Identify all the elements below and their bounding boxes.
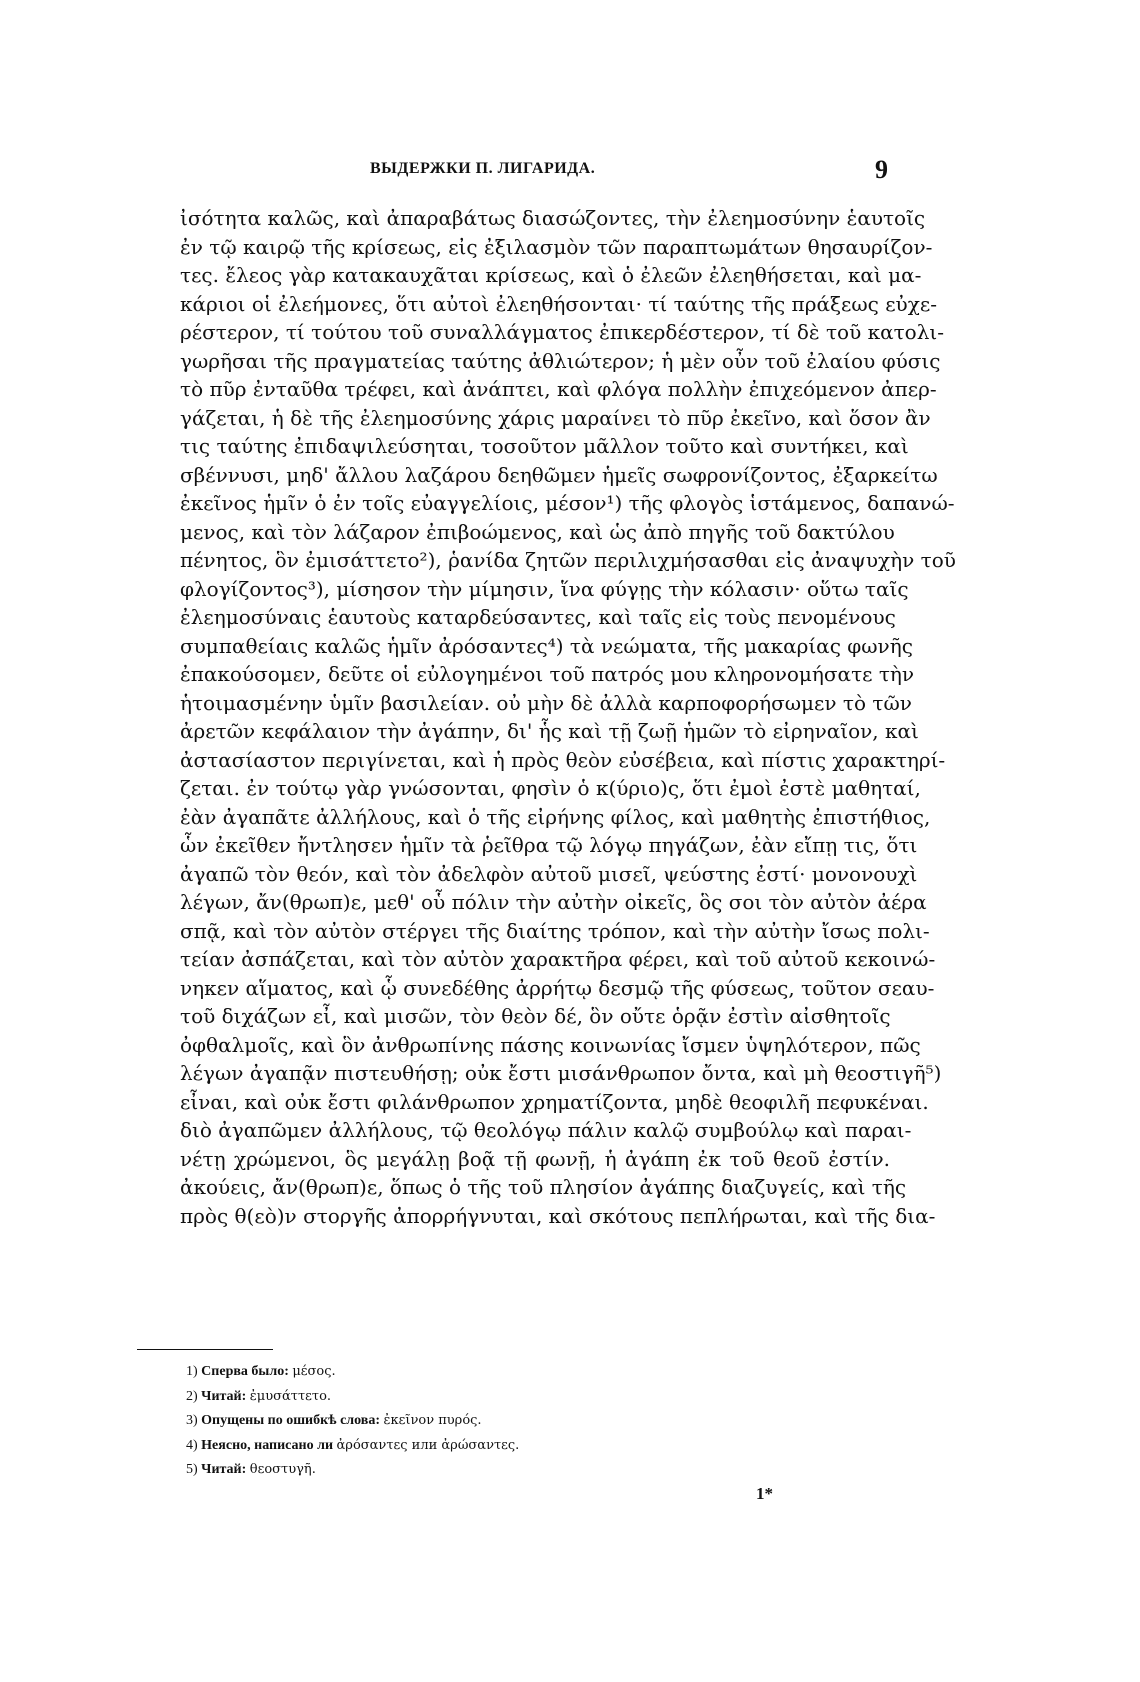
footnote-number: 1) <box>186 1364 198 1379</box>
footnote-label: Читай: <box>201 1388 247 1404</box>
text-line: σβέννυσι, μηδ' ἄλλου λαζάρου δεηθῶμεν ἡμεῖς σωφρονίζοντος, ἐξαρκείτω <box>180 462 938 487</box>
footnote-text: ἀρόσαντες или ἀρώσαντες. <box>336 1437 520 1453</box>
footnote <box>186 1409 786 1434</box>
signature-mark: 1* <box>756 1484 773 1503</box>
text-line: νέτῃ χρώμενοι, ὃς μεγάλῃ βοᾷ τῇ φωνῇ, ἡ ἀγάπη ἐκ τοῦ θεοῦ ἐστίν. <box>180 1146 890 1171</box>
footnote-text: μέσος. <box>292 1364 336 1379</box>
text-line: σπᾷ, καὶ τὸν αὐτὸν στέργει τῆς διαίτης τρόπον, καὶ τὴν αὐτὴν ἴσως πολι- <box>180 918 930 943</box>
footnote-text: ἐκεῖνον πυρός. <box>383 1413 482 1428</box>
footnote <box>186 1434 786 1459</box>
footnote-number: 3) <box>186 1413 198 1428</box>
text-line: εἶναι, καὶ οὐκ ἔστι φιλάνθρωπον χρηματίζοντα, μηδὲ θεοφιλῆ πεφυκέναι. <box>180 1089 929 1114</box>
text-line: ἰσότητα καλῶς, καὶ ἀπαραβάτως διασώζοντες, τὴν ἐλεημοσύνην ἑαυτοῖς <box>180 206 926 230</box>
footnote-number: 5) <box>186 1462 198 1477</box>
footnote-divider <box>137 1349 273 1350</box>
footnote <box>186 1458 786 1483</box>
footnote <box>186 1360 786 1385</box>
footnote-label: Неясно, написано ли <box>201 1437 334 1453</box>
text-line: ἐν τῷ καιρῷ τῆς κρίσεως, εἰς ἐξιλασμὸν τῶν παραπτωμάτων θησαυρίζον- <box>180 234 933 259</box>
text-line: τις ταύτης ἐπιδαψιλεύσηται, τοσοῦτον μᾶλλον τοῦτο καὶ συντήκει, καὶ <box>180 434 909 458</box>
footnote-label: Опущены по ошибкѣ слова: <box>201 1413 381 1428</box>
footnote-text: θεοστυγῆ. <box>249 1462 316 1477</box>
text-line: ἐκεῖνος ἡμῖν ὁ ἐν τοῖς εὐαγγελίοις, μέσον¹) τῆς φλογὸς ἱστάμενος, δαπανώ- <box>180 491 955 515</box>
text-line: ἀστασίαστον περιγίνεται, καὶ ἡ πρὸς θεὸν εὐσέβεια, καὶ πίστις χαρακτηρί- <box>180 747 946 772</box>
text-line: ἐὰν ἀγαπᾶτε ἀλλήλους, καὶ ὁ τῆς εἰρήνης φίλος, καὶ μαθητὴς ἐπιστήθιος, <box>180 804 931 829</box>
footnotes <box>186 1360 786 1483</box>
text-line: τὸ πῦρ ἐνταῦθα τρέφει, καὶ ἀνάπτει, καὶ φλόγα πολλὴν ἐπιχεόμενον ἀπερ- <box>180 377 937 401</box>
text-line: διὸ ἀγαπῶμεν ἀλλήλους, τῷ θεολόγῳ πάλιν καλῷ συμβούλῳ καὶ παραι- <box>180 1118 912 1142</box>
footnote-text: ἐμυσάττετο. <box>249 1388 332 1404</box>
text-line: μενος, καὶ τὸν λάζαρον ἐπιβοώμενος, καὶ ὡς ἀπὸ πηγῆς τοῦ δακτύλου <box>180 519 895 544</box>
main-text <box>180 204 956 1230</box>
footnote-label: Сперва было: <box>201 1364 289 1379</box>
text-line: γωρῆσαι τῆς πραγματείας ταύτης ἀθλιώτερον; ἡ μὲν οὖν τοῦ ἐλαίου φύσις <box>180 348 941 373</box>
text-line: ἀγαπῶ τὸν θεόν, καὶ τὸν ἀδελφὸν αὐτοῦ μισεῖ, ψεύστης ἐστί· μονονουχὶ <box>180 861 918 886</box>
footnote-number: 2) <box>186 1388 198 1404</box>
text-line: ἀρετῶν κεφάλαιον τὴν ἀγάπην, δι' ἧς καὶ τῇ ζωῇ ἡμῶν τὸ εἰρηναῖον, καὶ <box>180 719 919 743</box>
text-line: γάζεται, ἡ δὲ τῆς ἐλεημοσύνης χάρις μαραίνει τὸ πῦρ ἐκεῖνο, καὶ ὅσον ἂν <box>180 405 931 430</box>
footnote-number: 4) <box>186 1437 198 1453</box>
text-line: λέγων, ἄν(θρωπ)ε, μεθ' οὗ πόλιν τὴν αὐτὴν οἰκεῖς, ὃς σοι τὸν αὐτὸν ἀέρα <box>180 890 927 914</box>
footnote <box>186 1385 786 1410</box>
text-line: φλογίζοντος³), μίσησον τὴν μίμησιν, ἵνα φύγῃς τὴν κόλασιν· οὕτω ταῖς <box>180 576 909 601</box>
text-line: πένητος, ὃν ἐμισάττετο²), ῥανίδα ζητῶν περιλιχμήσασθαι εἰς ἀναψυχὴν τοῦ <box>180 548 956 572</box>
text-line: κάριοι οἱ ἐλεήμονες, ὅτι αὐτοὶ ἐλεηθήσονται· τί ταύτης τῆς πράξεως εὐχε- <box>180 291 937 316</box>
text-line: ὀφθαλμοῖς, καὶ ὃν ἀνθρωπίνης πάσης κοινωνίας ἴσμεν ὑψηλότερον, πῶς <box>180 1032 921 1057</box>
text-line: τες. ἔλεος γὰρ κατακαυχᾶται κρίσεως, καὶ ὁ ἐλεῶν ἐλεηθήσεται, καὶ μα- <box>180 263 922 287</box>
text-line: συμπαθείαις καλῶς ἡμῖν ἀρόσαντες⁴) τὰ νεώματα, τῆς μακαρίας φωνῆς <box>180 633 913 658</box>
text-line: ἡτοιμασμένην ὑμῖν βασιλείαν. οὐ μὴν δὲ ἀλλὰ καρποφορήσωμεν τὸ τῶν <box>180 690 912 715</box>
text-line: νηκεν αἵματος, καὶ ᾧ συνεδέθης ἀρρήτῳ δεσμῷ τῆς φύσεως, τοῦτον σεαυ- <box>180 975 935 1000</box>
text-line: τοῦ διχάζων εἶ, καὶ μισῶν, τὸν θεὸν δέ, ὃν οὔτε ὁρᾷν ἐστὶν αἰσθητοῖς <box>180 1004 891 1028</box>
text-line: τείαν ἀσπάζεται, καὶ τὸν αὐτὸν χαρακτῆρα φέρει, καὶ τοῦ αὐτοῦ κεκοινώ- <box>180 947 936 971</box>
page-number: 9 <box>875 155 888 184</box>
text-line: ὧν ἐκεῖθεν ἤντλησεν ἡμῖν τὰ ῥεῖθρα τῷ λόγῳ πηγάζων, ἐὰν εἴπῃ τις, ὅτι <box>180 833 918 857</box>
text-line: ζεται. ἐν τούτῳ γὰρ γνώσονται, φησὶν ὁ κ(ύριο)ς, ὅτι ἐμοὶ ἐστὲ μαθηταί, <box>180 776 921 800</box>
text-line: λέγων ἀγαπᾷν πιστευθήσῃ; οὐκ ἔστι μισάνθρωπον ὄντα, καὶ μὴ θεοστιγῆ⁵) <box>180 1061 942 1085</box>
text-line: ἀκούεις, ἄν(θρωπ)ε, ὅπως ὁ τῆς τοῦ πλησίον ἀγάπης διαζυγείς, καὶ τῆς <box>180 1175 907 1199</box>
text-line: ἐπακούσομεν, δεῦτε οἱ εὐλογημένοι τοῦ πατρός μου κληρονομήσατε τὴν <box>180 662 915 686</box>
text-line: ρέστερον, τί τούτου τοῦ συναλλάγματος ἐπικερδέστερον, τί δὲ τοῦ κατολι- <box>180 320 944 344</box>
text-line: πρὸς θ(εὸ)ν στοργῆς ἀπορρήγνυται, καὶ σκότους πεπλήρωται, καὶ τῆς δια- <box>180 1203 936 1228</box>
footnote-label: Читай: <box>201 1462 247 1477</box>
text-line: ἐλεημοσύναις ἑαυτοὺς καταρδεύσαντες, καὶ ταῖς εἰς τοὺς πενομένους <box>180 605 896 629</box>
running-title: ВЫДЕРЖКИ П. ЛИГАРИДА. <box>370 160 596 177</box>
